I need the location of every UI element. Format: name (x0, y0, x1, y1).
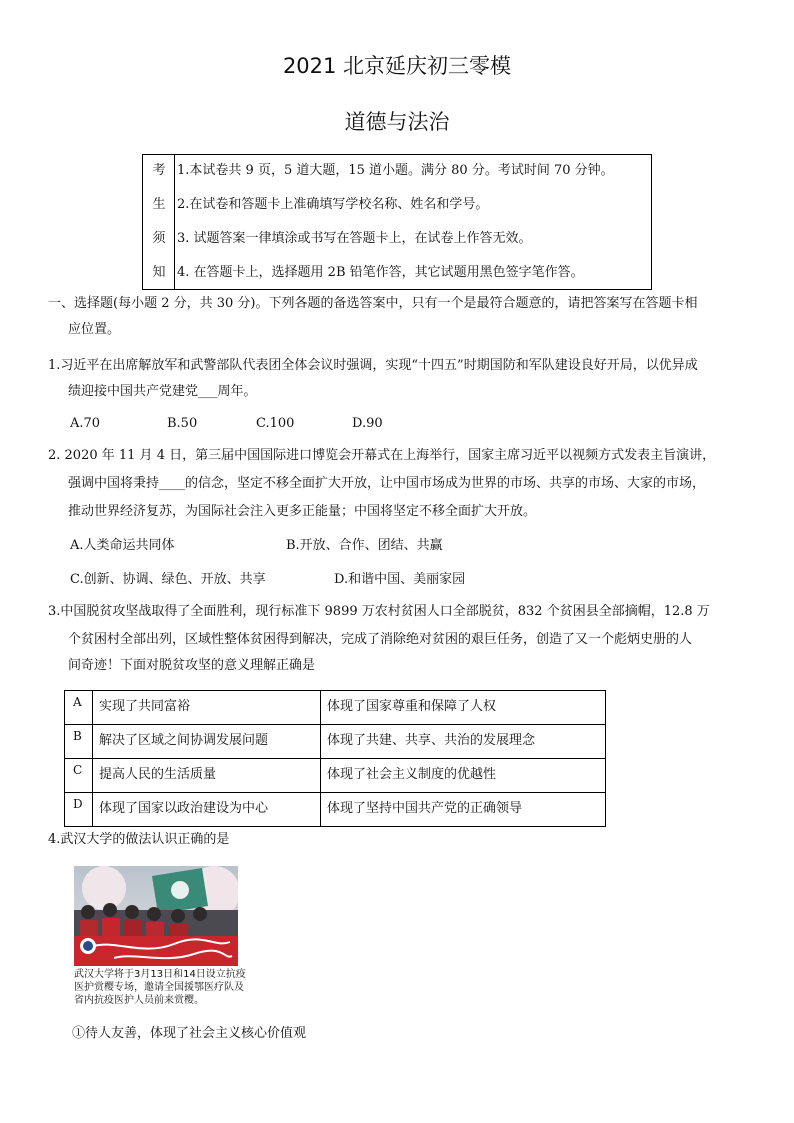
notice-line: 2.在试卷和答题卡上准确填写学校名称、姓名和学号。 (177, 197, 489, 212)
section-heading: 一、选择题(每小题 2 分，共 30 分)。下列各题的备选答案中，只有一个是最符合题意的，请把答案写在答题卡相 (48, 296, 698, 311)
question-3-stem-cont: 间奇迹！下面对脱贫攻坚的意义理解正确是 (68, 658, 316, 673)
option-label: A (65, 691, 93, 725)
question-2-stem-cont: 推动世界经济复苏，为国际社会注入更多正能量；中国将坚定不移全面扩大开放。 (68, 504, 537, 519)
q1-option-d: D.90 (352, 416, 383, 431)
q2-option-a: A.人类命运共同体 (70, 538, 175, 553)
option-cell: 实现了共同富裕 (93, 691, 321, 725)
question-1-stem-cont: 绩迎接中国共产党建党___周年。 (68, 384, 257, 399)
q1-option-c: C.100 (256, 416, 295, 431)
option-label: C (65, 759, 93, 793)
caption-line: 医护赏樱专场，邀请全国援鄂医疗队及 (74, 982, 244, 993)
photo-illustration (74, 866, 238, 966)
option-cell: 解决了区域之间协调发展问题 (93, 725, 321, 759)
option-cell: 体现了社会主义制度的优越性 (321, 759, 606, 793)
q2-option-c: C.创新、协调、绿色、开放、共享 (70, 572, 266, 587)
question-2-stem: 2. 2020 年 11 月 4 日，第三届中国国际进口博览会开幕式在上海举行，国家主席习近平以视频方式发表主旨演讲， (48, 448, 716, 463)
q2-option-b: B.开放、合作、团结、共赢 (286, 538, 443, 553)
caption-line: 武汉大学将于3月13日和14日设立抗疫 (74, 969, 246, 980)
option-label: D (65, 793, 93, 827)
notice-line: 3. 试题答案一律填涂或书写在答题卡上，在试卷上作答无效。 (177, 231, 532, 246)
exam-title: 2021 北京延庆初三零模 (282, 54, 512, 78)
option-cell: 体现了国家尊重和保障了人权 (321, 691, 606, 725)
question-3-stem-cont: 个贫困村全部出列，区域性整体贫困得到解决，完成了消除绝对贫困的艰巨任务，创造了又一个彪炳史册的人 (68, 632, 693, 647)
option-cell: 体现了国家以政治建设为中心 (93, 793, 321, 827)
question-3-options-table (64, 690, 606, 827)
table-row (65, 793, 606, 827)
option-cell: 体现了共建、共享、共治的发展理念 (321, 725, 606, 759)
q1-option-b: B.50 (167, 416, 198, 431)
notice-label-char: 生 (152, 197, 166, 212)
option-cell: 体现了坚持中国共产党的正确领导 (321, 793, 606, 827)
question-3-stem: 3.中国脱贫攻坚战取得了全面胜利，现行标准下 9899 万农村贫困人口全部脱贫，832 个贫困县全部摘帽，12.8 万 (48, 604, 710, 619)
question-2-stem-cont: 强调中国将秉持____的信念，坚定不移全面扩大开放，让中国市场成为世界的市场、共享的市场、大家的市场， (68, 476, 706, 491)
option-cell: 提高人民的生活质量 (93, 759, 321, 793)
q1-option-a: A.70 (70, 416, 101, 431)
section-heading-cont: 应位置。 (68, 322, 121, 337)
question-1-stem: 1.习近平在出席解放军和武警部队代表团全体会议时强调，实现“十四五”时期国防和军队建设良好开局，以优异成 (48, 358, 698, 373)
exam-notice-box (142, 154, 652, 290)
notice-label-char: 知 (152, 265, 166, 280)
table-row (65, 759, 606, 793)
notice-line: 1.本试卷共 9 页，5 道大题，15 道小题。满分 80 分。考试时间 70 分钟。 (177, 163, 614, 178)
notice-label-char: 考 (152, 163, 166, 178)
question-4-item-1: ①待人友善，体现了社会主义核心价值观 (72, 1026, 307, 1041)
q2-option-d: D.和谐中国、美丽家园 (334, 572, 466, 587)
photo-caption (74, 968, 254, 1007)
table-row (65, 725, 606, 759)
option-label: B (65, 725, 93, 759)
question-4-stem: 4.武汉大学的做法认识正确的是 (48, 832, 230, 847)
caption-line: 省内抗疫医护人员前来赏樱。 (74, 995, 204, 1006)
subject-title: 道德与法治 (344, 110, 450, 134)
notice-label-char: 须 (152, 231, 166, 246)
table-row (65, 691, 606, 725)
wuhan-university-photo (74, 866, 238, 966)
notice-line: 4. 在答题卡上，选择题用 2B 铅笔作答，其它试题用黑色签字笔作答。 (177, 265, 584, 280)
